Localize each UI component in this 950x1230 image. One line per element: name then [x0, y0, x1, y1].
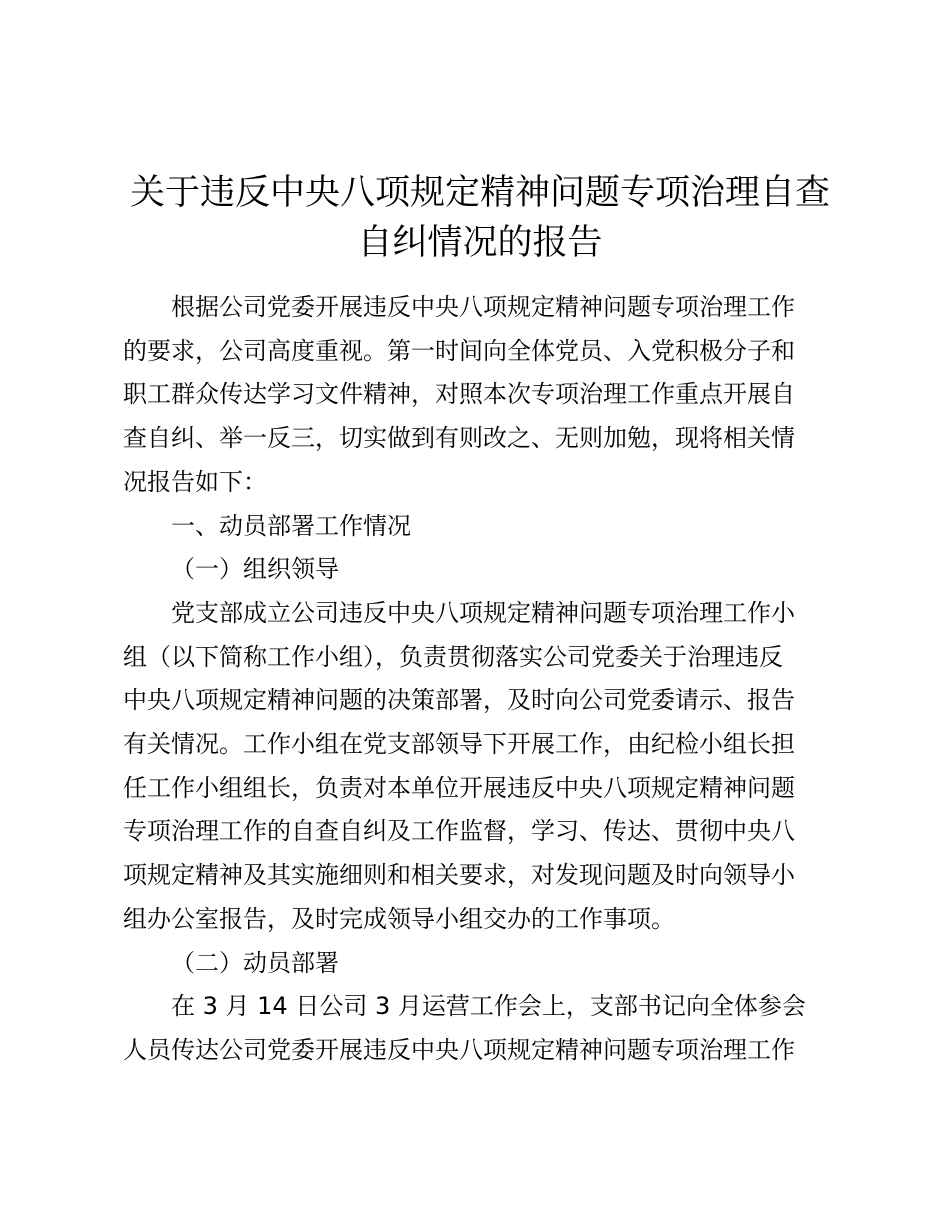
text-line: 专项治理工作的自查自纠及工作监督，学习、传达、贯彻中央八	[123, 817, 795, 846]
paragraph-mobilization	[123, 985, 823, 1072]
paragraph-intro	[123, 286, 823, 505]
title-line: 关于违反中央八项规定精神问题专项治理自查	[129, 173, 830, 213]
document-title	[100, 168, 860, 268]
text-line: 有关情况。工作小组在党支部领导下开展工作，由纪检小组长担	[123, 730, 795, 759]
text-line: 项规定精神及其实施细则和相关要求，对发现问题及时向领导小	[123, 861, 795, 890]
section-heading: 一、动员部署工作情况	[171, 511, 411, 540]
text-line: 组办公室报告，及时完成领导小组交办的工作事项。	[123, 904, 675, 933]
document-body	[123, 286, 823, 1073]
text-line: 任工作小组组长，负责对本单位开展违反中央八项规定精神问题	[123, 773, 795, 802]
text-line: 党支部成立公司违反中央八项规定精神问题专项治理工作小	[171, 598, 795, 627]
text-line: 查自纠、举一反三，切实做到有则改之、无则加勉，现将相关情	[123, 424, 795, 453]
text-line: 中央八项规定精神问题的决策部署，及时向公司党委请示、报告	[123, 686, 795, 715]
paragraph-organization	[123, 592, 823, 942]
subsection-heading: （二）动员部署	[171, 948, 339, 977]
text-line: 况报告如下：	[123, 467, 267, 496]
text-line: 职工群众传达学习文件精神，对照本次专项治理工作重点开展自	[123, 380, 795, 409]
text-line: 组（以下简称工作小组），负责贯彻落实公司党委关于治理违反	[123, 642, 783, 671]
text-line: 的要求，公司高度重视。第一时间向全体党员、入党积极分子和	[123, 336, 795, 365]
text-line: 人员传达公司党委开展违反中央八项规定精神问题专项治理工作	[123, 1035, 795, 1064]
subsection-heading: （一）组织领导	[171, 555, 339, 584]
text-line: 根据公司党委开展违反中央八项规定精神问题专项治理工作	[171, 293, 795, 321]
title-line: 自纠情况的报告	[357, 223, 603, 263]
text-line: 在 3 月 14 日公司 3 月运营工作会上，支部书记向全体参会	[171, 992, 806, 1021]
